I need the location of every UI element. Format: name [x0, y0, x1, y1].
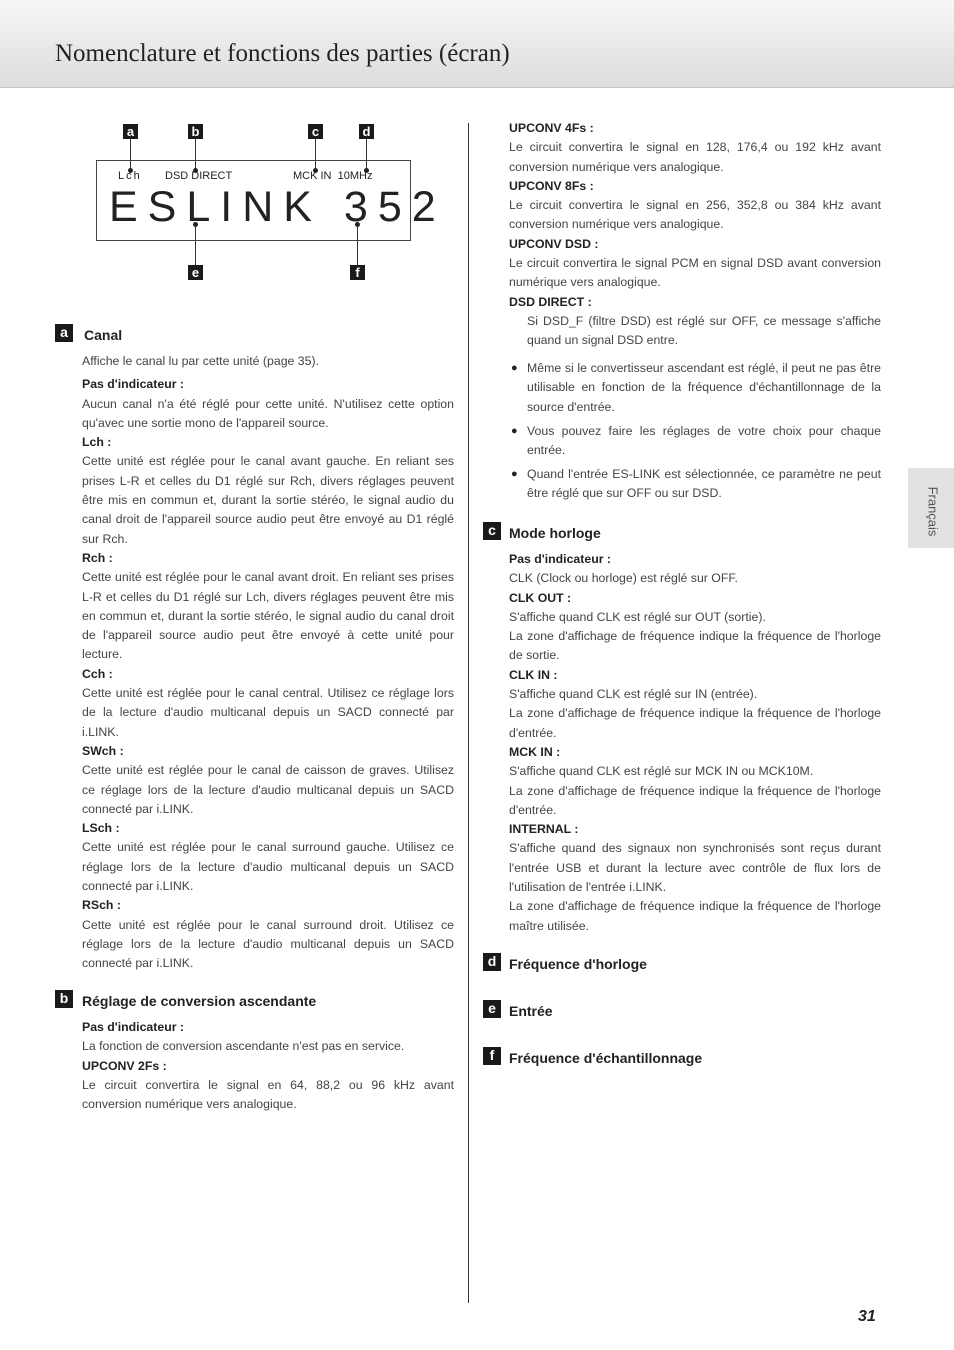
section-a-title: Canal	[84, 327, 123, 343]
item-text: Cette unité est réglée pour le canal de caisson de graves. Utilisez ce réglage lors de la lecture d'audio multicanal depuis un SACD connecté par i.LINK.	[82, 763, 454, 816]
section-d-marker: d	[483, 953, 501, 971]
item-head: Pas d'indicateur :	[509, 552, 612, 566]
column-divider	[468, 123, 469, 1303]
label-f: f	[350, 265, 365, 280]
page-number: 31	[858, 1308, 876, 1325]
item-text: La zone d'affichage de fréquence indique la fréquence de l'horloge de sortie.	[509, 629, 881, 663]
item-text: La zone d'affichage de fréquence indique la fréquence de l'horloge maître utilisée.	[509, 899, 881, 933]
item-text: S'affiche quand des signaux non synchronisés sont reçus durant l'entrée USB et durant la lecture avec contrôle de flux lors de l'utilisation de l'entrée i.LINK.	[509, 841, 881, 895]
section-b-marker: b	[55, 990, 73, 1008]
section-c-title: Mode horloge	[509, 525, 601, 541]
section-b-body-right	[509, 119, 881, 351]
section-e-marker: e	[483, 1000, 501, 1018]
item-head: RSch :	[82, 898, 121, 913]
item-text: Le circuit convertira le signal en 128, 176,4 ou 192 kHz avant conversion numérique vers analogique.	[509, 140, 881, 174]
item-text: Aucun canal n'a été réglé pour cette unité. N'utilisez cette option qu'avec une sortie mono de l'appareil source.	[82, 396, 454, 430]
section-d-title: Fréquence d'horloge	[509, 956, 647, 972]
item-head: UPCONV 4Fs :	[509, 121, 594, 135]
item-head: DSD DIRECT :	[509, 294, 592, 309]
page-header	[0, 0, 954, 88]
section-a-body	[82, 352, 454, 974]
section-c-body	[509, 550, 881, 936]
item-head: Lch :	[82, 435, 112, 450]
lcd-main-text: ESLINK 352	[109, 183, 446, 231]
label-c: c	[308, 124, 323, 139]
item-text: CLK (Clock ou horloge) est réglé sur OFF.	[509, 571, 738, 586]
display-diagram	[90, 118, 446, 283]
item-head: UPCONV DSD :	[509, 236, 599, 251]
lcd-channel: Lch	[118, 170, 142, 182]
section-b-body-left	[82, 1018, 454, 1114]
item-text: Si DSD_F (filtre DSD) est réglé sur OFF, ce message s'affiche quand un signal DSD entre.	[527, 313, 881, 348]
section-c-marker: c	[483, 522, 501, 540]
item-text: S'affiche quand CLK est réglé sur MCK IN ou MCK10M.	[509, 764, 814, 779]
section-e-title: Entrée	[509, 1003, 553, 1019]
lcd-display	[96, 160, 446, 241]
label-d: d	[359, 124, 374, 139]
item-head: CLK OUT :	[509, 590, 572, 605]
lcd-upconv: DSD DIRECT	[165, 170, 233, 182]
item-head: UPCONV 8Fs :	[509, 178, 594, 193]
item-text: Le circuit convertira le signal en 256, 352,8 ou 384 kHz avant conversion numérique vers analogique.	[509, 198, 881, 232]
language-tab-label: Français	[925, 486, 941, 537]
item-head: INTERNAL :	[509, 822, 579, 837]
item-text: Cette unité est réglée pour le canal central. Utilisez ce réglage lors de la lecture d'audio multicanal depuis un SACD connecté par i.LINK.	[82, 686, 454, 739]
item-head: Rch :	[82, 550, 113, 565]
label-e: e	[188, 265, 203, 280]
item-text: La fonction de conversion ascendante n'est pas en service.	[82, 1039, 405, 1054]
section-b-title: Réglage de conversion ascendante	[82, 993, 317, 1009]
note-bullet: ● Même si le convertisseur ascendant est réglé, il peut ne pas être utilisable en fonction de la fréquence d'échantillonnage de la source d'entrée.	[527, 359, 881, 417]
item-head: LSch :	[82, 821, 120, 836]
section-f-marker: f	[483, 1047, 501, 1065]
page-title: Nomenclature et fonctions des parties (écran)	[55, 40, 510, 67]
item-text: La zone d'affichage de fréquence indique la fréquence de l'horloge d'entrée.	[509, 783, 881, 817]
item-text: Cette unité est réglée pour le canal avant gauche. En reliant ses prises L-R et celles du D1 réglé sur Rch, divers réglages peuvent être mis en commun et, durant la sortie stéréo, le signal audio du canal droit de l'appareil source audio peut être envoyé au D1 réglé sur Rch.	[82, 454, 454, 546]
note-bullet: ● Vous pouvez faire les réglages de votre choix pour chaque entrée.	[527, 422, 881, 461]
label-b: b	[188, 124, 203, 139]
section-a-marker: a	[55, 324, 73, 342]
item-head: Cch :	[82, 666, 113, 681]
item-head: Pas d'indicateur :	[82, 1020, 185, 1034]
item-head: SWch :	[82, 743, 124, 758]
item-head: Pas d'indicateur :	[82, 377, 185, 392]
section-f-title: Fréquence d'échantillonnage	[509, 1050, 703, 1066]
item-text: S'affiche quand CLK est réglé sur IN (entrée).	[509, 687, 758, 702]
item-text: Cette unité est réglée pour le canal avant droit. En reliant ses prises L-R et celles du D1 réglé sur Lch, divers réglages peuvent être mis en commun et, durant la sortie stéréo, le signal audio du canal droit de l'appareil source audio peut être envoyé à cette unité pour lecture.	[82, 570, 454, 662]
item-head: UPCONV 2Fs :	[82, 1058, 167, 1073]
item-text: Cette unité est réglée pour le canal surround droit. Utilisez ce réglage lors de la lecture d'audio multicanal depuis un SACD connecté par i.LINK.	[82, 917, 454, 971]
item-text: Le circuit convertira le signal en 64, 88,2 ou 96 kHz avant conversion numérique vers analogique.	[82, 1077, 454, 1112]
item-text: S'affiche quand CLK est réglé sur OUT (sortie).	[509, 609, 766, 624]
item-text: Le circuit convertira le signal PCM en signal DSD avant conversion numérique vers analogique.	[509, 256, 881, 290]
item-text: Cette unité est réglée pour le canal surround gauche. Utilisez ce réglage lors de la lecture d'audio multicanal depuis un SACD connecté par i.LINK.	[82, 840, 454, 894]
note-bullet: ● Quand l'entrée ES-LINK est sélectionnée, ce paramètre ne peut être réglé que sur OFF ou sur DSD.	[527, 465, 881, 504]
item-head: MCK IN :	[509, 744, 561, 759]
label-a: a	[123, 124, 138, 139]
item-text: La zone d'affichage de fréquence indique la fréquence de l'horloge d'entrée.	[509, 706, 881, 740]
lcd-clock: MCK IN 10MHz	[293, 170, 373, 182]
item-head: CLK IN :	[509, 667, 558, 682]
section-a-intro: Affiche le canal lu par cette unité (page 35).	[82, 354, 319, 368]
